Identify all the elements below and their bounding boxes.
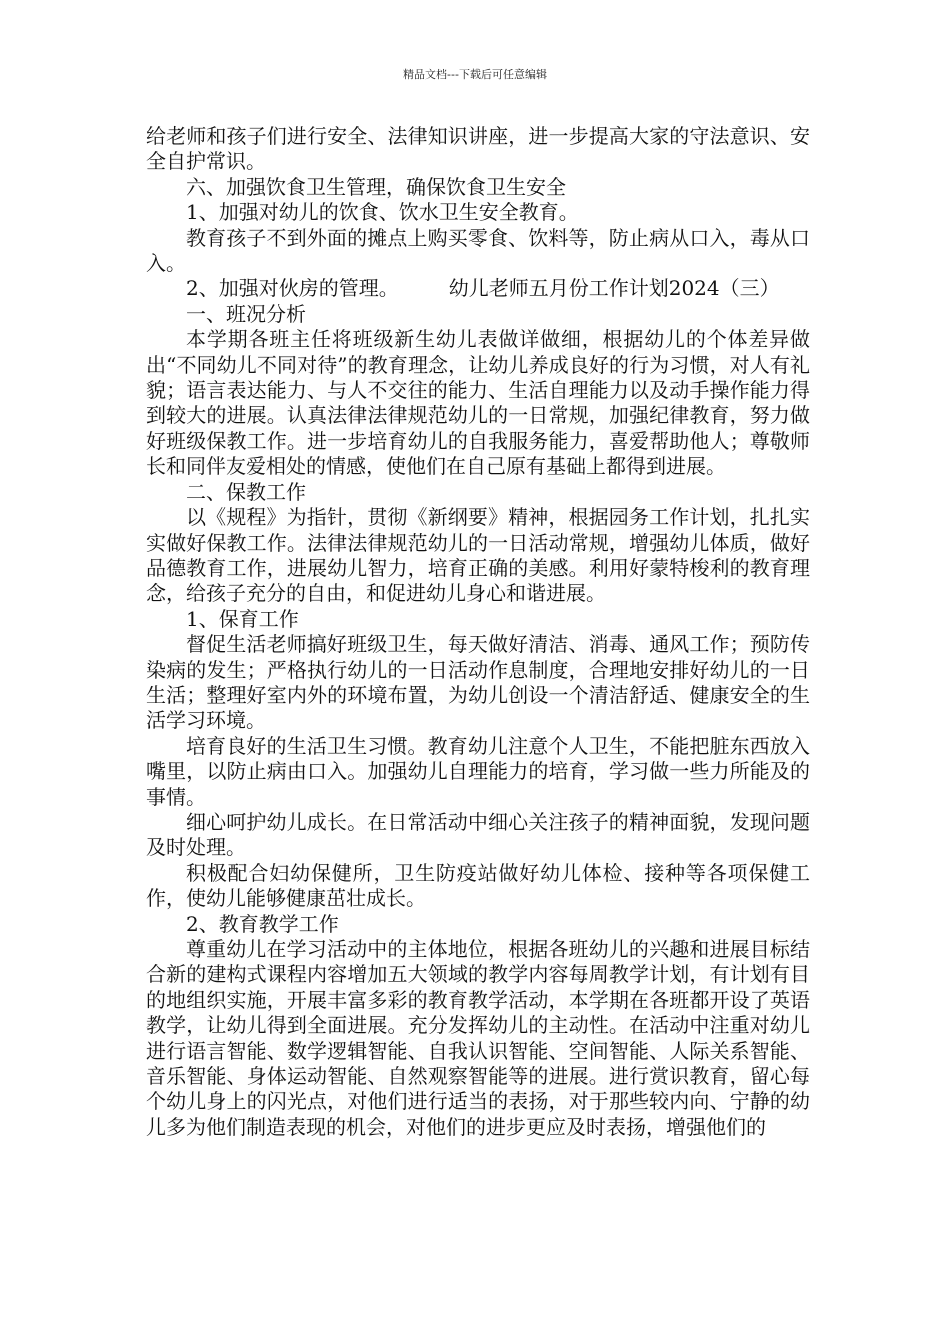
paragraph: 尊重幼儿在学习活动中的主体地位，根据各班幼儿的兴趣和进展目标结合新的建构式课程内容增加五大领域的教学内容每周教学计划，有计划有目的地组织实施，开展丰富多彩的教育教学活动，本学期在各班都开设了英语教学，让幼儿得到全面进展。充分发挥幼儿的主动性。在活动中注重对幼儿进行语言智能、数学逻辑智能、自我认识智能、空间智能、人际关系智能、音乐智能、身体运动智能、自然观察智能等的进展。进行赏识教育，留心每个幼儿身上的闪光点，对他们进行适当的表扬，对于那些较内向、宁静的幼儿多为他们制造表现的机会，对他们的进步更应及时表扬，增强他们的 [146, 937, 810, 1139]
subsection-heading: 2、加强对伙房的管理。 幼儿老师五月份工作计划2024（三） [186, 276, 780, 301]
section-heading: 一、班况分析 [186, 301, 306, 326]
section-heading: 六、加强饮食卫生管理，确保饮食卫生安全 [186, 174, 566, 199]
paragraph: 以《规程》为指针，贯彻《新纲要》精神，根据园务工作计划，扎扎实实做好保教工作。法律法律规范幼儿的一日活动常规，增强幼儿体质，做好品德教育工作，进展幼儿智力，培育正确的美感。利用好蒙特梭利的教育理念，给孩子充分的自由，和促进幼儿身心和谐进展。 [146, 505, 810, 606]
subsection-heading: 1、保育工作 [186, 606, 299, 631]
paragraph: 细心呵护幼儿成长。在日常活动中细心关注孩子的精神面貌，发现问题及时处理。 [146, 809, 810, 860]
paragraph: 培育良好的生活卫生习惯。教育幼儿注意个人卫生，不能把脏东西放入嘴里，以防止病由口入。加强幼儿自理能力的培育，学习做一些力所能及的事情。 [146, 733, 810, 809]
paragraph: 教育孩子不到外面的摊点上购买零食、饮料等，防止病从口入，毒从口入。 [146, 225, 810, 276]
section-heading: 二、保教工作 [186, 479, 306, 504]
page-header: 精品文档---下载后可任意编辑 [403, 68, 547, 81]
paragraph: 本学期各班主任将班级新生幼儿表做详做细，根据幼儿的个体差异做出“不同幼儿不同对待”的教育理念，让幼儿养成良好的行为习惯，对人有礼貌；语言表达能力、与人不交往的能力、生活自理能力以及动手操作能力得到较大的进展。认真法律法律规范幼儿的一日常规，加强纪律教育，努力做好班级保教工作。进一步培育幼儿的自我服务能力，喜爱帮助他人；尊敬师长和同伴友爱相处的情感，使他们在自己原有基础上都得到进展。 [146, 327, 810, 479]
subsection-heading: 2、教育教学工作 [186, 911, 339, 936]
subsection-heading: 1、加强对幼儿的饮食、饮水卫生安全教育。 [186, 200, 579, 225]
paragraph: 督促生活老师搞好班级卫生，每天做好清洁、消毒、通风工作；预防传染病的发生；严格执行幼儿的一日活动作息制度，合理地安排好幼儿的一日生活；整理好室内外的环境布置，为幼儿创设一个清洁舒适、健康安全的生活学习环境。 [146, 632, 810, 733]
paragraph: 给老师和孩子们进行安全、法律知识讲座，进一步提高大家的守法意识、安全自护常识。 [146, 124, 810, 174]
paragraph: 积极配合妇幼保健所，卫生防疫站做好幼儿体检、接种等各项保健工作，使幼儿能够健康茁壮成长。 [146, 860, 810, 911]
document-body [146, 124, 810, 1140]
